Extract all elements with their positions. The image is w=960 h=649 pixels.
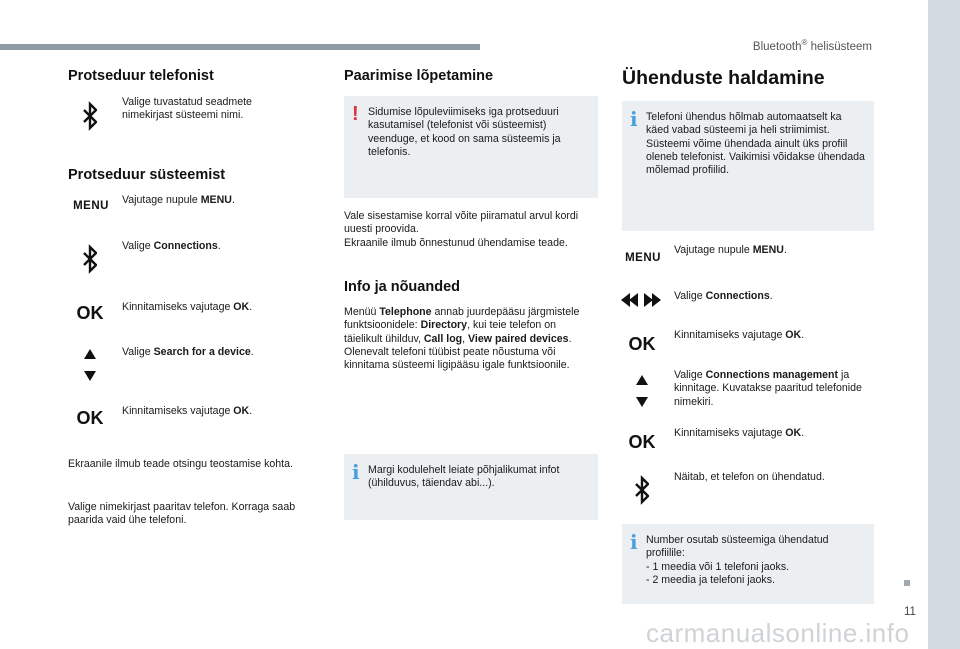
step-confirm-ok: Kinnitamiseks vajutage OK. (122, 301, 253, 313)
bluetooth-icon (70, 100, 110, 132)
top-accent-bar (0, 44, 480, 50)
warning-note-text: Sidumise lõpuleviimiseks iga protseduuri kasutamisel (telefonist või süsteemist) veenduge, et kood on sama süsteemis ja telefonis. (368, 106, 561, 158)
step-select-connections: Valige Connections. (674, 290, 773, 302)
info-note (622, 524, 874, 604)
heading-pairing-from-system: Protseduur süsteemist (68, 167, 226, 183)
skip-arrows-icon (618, 291, 664, 309)
info-note-text: Number osutab süsteemiga ühendatud profiilile: - 1 meedia või 1 telefoni jaoks. - 2 meedia ja telefoni jaoks. (646, 534, 866, 587)
list-item: - 1 meedia või 1 telefoni jaoks. (646, 560, 790, 573)
menu-button-icon: MENU (73, 200, 109, 212)
warning-icon: ! (352, 103, 359, 125)
info-note (344, 454, 598, 520)
step-select-system-name: Valige tuvastatud seadmete nimekirjast süsteemi nimi. (122, 96, 252, 122)
ok-button-icon: OK (76, 407, 104, 428)
paragraph-retry: Vale sisestamise korral võite piiramatul arvul kordi uuesti proovida. Ekraanile ilmub õnnestunud ühendamise teade. (344, 210, 579, 249)
warning-note (344, 96, 598, 198)
up-down-arrows-icon (622, 372, 662, 410)
step-press-menu: Vajutage nupule MENU. (674, 244, 787, 256)
page-header-title: Bluetooth® helisüsteem (752, 38, 872, 53)
step-confirm-ok: Kinnitamiseks vajutage OK. (122, 405, 253, 417)
info-note-text: Margi kodulehelt leiate põhjalikumat infot (ühilduvus, täiendav abi...). (368, 464, 560, 490)
bluetooth-icon (70, 243, 110, 275)
step-select-connections: Valige Connections. (122, 240, 221, 252)
heading-pairing-from-phone: Protseduur telefonist (68, 68, 214, 84)
watermark: carmanualsonline.info (646, 618, 910, 648)
page-number: 11 (904, 606, 916, 618)
info-note (622, 101, 874, 231)
continue-marker (904, 580, 910, 586)
side-strip (928, 0, 960, 649)
heading-info-tips: Info ja nõuanded (344, 279, 460, 295)
ok-button-icon: OK (628, 333, 656, 354)
paragraph-telephone-menu: Menüü Telephone annab juurdepääsu järgmistele funktsioonidele: Directory, kui teie telefon on täielikult ühilduv, Call log, View paired devices. Olenevalt telefoni tüübist peate nõustuma või kinnitama süsteemi ligipääsu igale funktsioonile. (344, 306, 580, 372)
paragraph-search-message: Ekraanile ilmub teade otsingu teostamise kohta. (68, 458, 293, 470)
step-confirm-ok: Kinnitamiseks vajutage OK. (674, 329, 805, 341)
ok-button-icon: OK (628, 431, 656, 452)
step-phone-connected: Näitab, et telefon on ühendatud. (674, 471, 825, 483)
step-confirm-ok: Kinnitamiseks vajutage OK. (674, 427, 805, 439)
info-note-text: Telefoni ühendus hõlmab automaatselt ka käed vabad süsteemi ja heli striimimist. Süsteemi võime ühendada ainult üks profiil oleneb telefonist. Vaikimisi võidakse ühendada mõlemad profiilid. (646, 111, 865, 177)
info-icon: i (630, 530, 638, 554)
heading-connection-management: Ühenduste haldamine (622, 67, 825, 89)
info-icon: i (630, 107, 638, 131)
step-search-device: Valige Search for a device. (122, 346, 254, 358)
list-item: - 2 meedia ja telefoni jaoks. (646, 573, 775, 586)
up-down-arrows-icon (70, 346, 110, 384)
ok-button-icon: OK (76, 302, 104, 323)
info-icon: i (352, 460, 360, 484)
bluetooth-icon (622, 474, 662, 506)
step-press-menu: Vajutage nupule MENU. (122, 194, 235, 206)
step-connections-management: Valige Connections management ja kinnitage. Kuvatakse paaritud telefonide nimekiri. (674, 369, 862, 408)
menu-button-icon: MENU (625, 252, 661, 264)
heading-complete-pairing: Paarimise lõpetamine (344, 68, 494, 84)
paragraph-select-phone: Valige nimekirjast paaritav telefon. Korraga saab paarida vaid ühe telefoni. (68, 501, 296, 527)
